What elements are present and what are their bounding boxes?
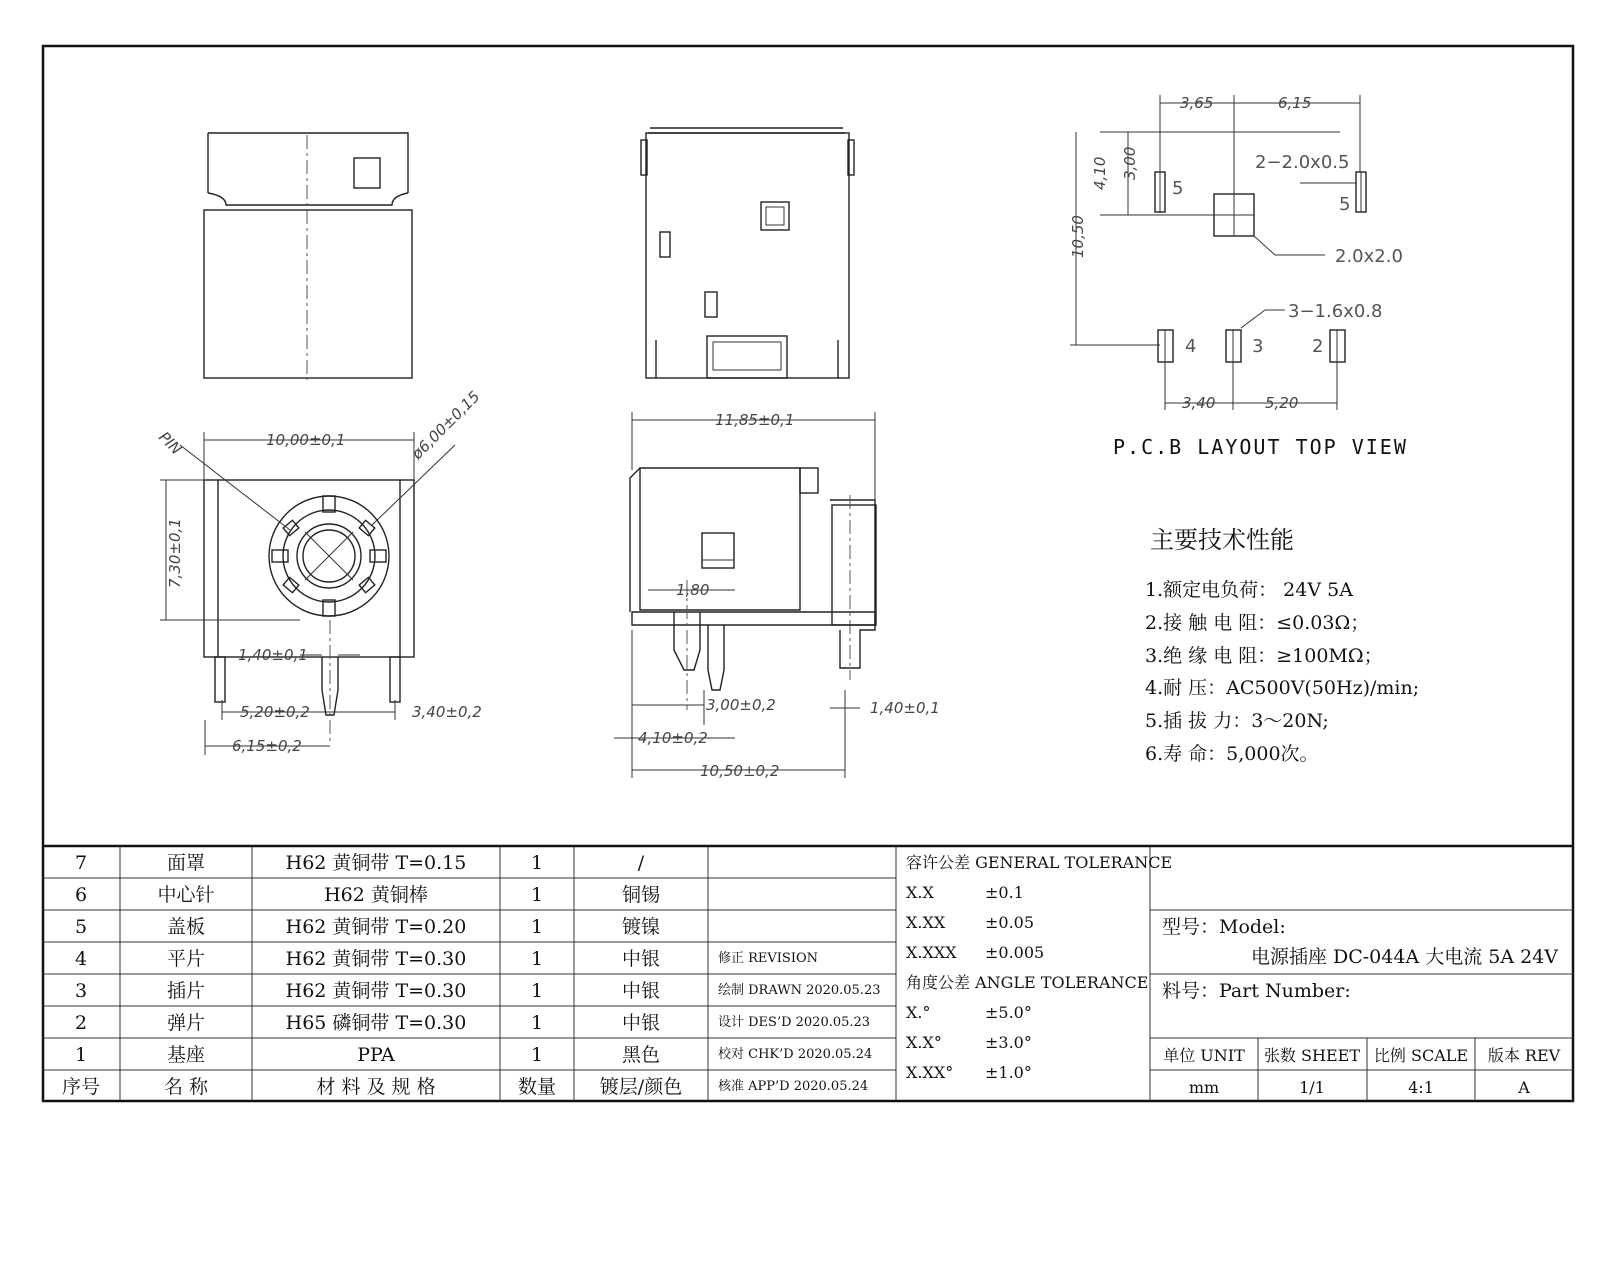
header-finish: 镀层/颜色 (599, 1076, 683, 1098)
pcb-dim-615: 6,15 (1278, 94, 1312, 112)
pcb-dim-410: 4,10 (1091, 156, 1109, 190)
model-value: 电源插座 DC-044A 大电流 5A 24V (1250, 946, 1558, 968)
pcb-note-16x08: 3−1.6x0.8 (1288, 301, 1383, 322)
signoff-drawn: 绘制 DRAWN 2020.05.23 (718, 983, 881, 998)
unit-header: 单位 UNIT (1163, 1046, 1245, 1065)
pcb-dim-340: 3,40 (1182, 394, 1216, 412)
header-name: 名 称 (163, 1076, 209, 1098)
tol-key: X.XX° (906, 1063, 954, 1082)
bom-cell-no: 2 (74, 1012, 88, 1034)
angle-tolerance-title: 角度公差 ANGLE TOLERANCE (906, 973, 1149, 992)
rev-value: A (1518, 1078, 1530, 1097)
signoff-column (718, 951, 881, 1094)
general-tolerance-title: 容许公差 GENERAL TOLERANCE (906, 853, 1173, 872)
pcb-title: P.C.B LAYOUT TOP VIEW (1113, 435, 1408, 459)
dim-side-pin2: 3,00±0,2 (706, 696, 776, 714)
signoff-checked: 校对 CHK’D 2020.05.24 (718, 1047, 873, 1062)
dim-pin-total: 6,15±0,2 (232, 737, 302, 755)
tol-val: ±0.005 (985, 943, 1045, 962)
specifications (1145, 526, 1419, 765)
spec-item: 5.插 拔 力：3～20N; (1145, 710, 1329, 732)
bom-cell-qty: 1 (530, 852, 544, 874)
bom-cell-no: 3 (74, 980, 88, 1002)
header-qty: 数量 (517, 1076, 557, 1098)
tol-key: X.X (906, 883, 934, 902)
tolerance-block (906, 853, 1172, 1082)
tol-val: ±3.0° (985, 1033, 1032, 1052)
bom-cell-material: H62 黄铜带 T=0.30 (285, 980, 467, 1002)
bom-cell-finish: 黑色 (621, 1044, 661, 1066)
tol-key: X.° (906, 1003, 931, 1022)
pcb-pad-2: 2 (1312, 336, 1324, 357)
bom-cell-finish: 中银 (621, 1012, 661, 1034)
dim-side-pin3: 1,40±0,1 (870, 699, 940, 717)
pcb-note-2x05: 2−2.0x0.5 (1255, 152, 1350, 173)
spec-heading: 主要技术性能 (1150, 526, 1294, 554)
pcb-pad-5b: 5 (1339, 194, 1351, 215)
bom-cell-no: 7 (74, 852, 88, 874)
bom-cell-no: 6 (74, 884, 88, 906)
bom-cell-qty: 1 (530, 1012, 544, 1034)
sheet-header: 张数 SHEET (1263, 1046, 1361, 1065)
rev-header: 版本 REV (1487, 1046, 1561, 1065)
view-top-left (204, 133, 412, 380)
header-no: 序号 (61, 1076, 101, 1098)
tol-key: X.X° (906, 1033, 942, 1052)
bom-cell-qty: 1 (530, 948, 544, 970)
bom-cell-finish: / (637, 852, 645, 874)
bom-cell-finish: 铜锡 (621, 884, 661, 906)
bom-header-row (62, 1076, 682, 1098)
bom-cell-material: H62 黄铜带 T=0.20 (285, 916, 467, 938)
bom-cell-name: 平片 (166, 948, 206, 970)
pcb-dim-365: 3,65 (1180, 94, 1214, 112)
dim-side-width: 11,85±0,1 (715, 411, 795, 429)
spec-item: 4.耐 压：AC500V(50Hz)/min; (1145, 677, 1420, 699)
pcb-dim-520: 5,20 (1265, 394, 1299, 412)
dim-pin-label: PIN (155, 428, 186, 459)
dim-side-b: 10,50±0,2 (700, 762, 780, 780)
tol-key: X.XX (906, 913, 946, 932)
spec-item: 2.接 触 电 阻：≤0.03Ω； (1145, 612, 1370, 634)
view-side (614, 411, 940, 780)
bom-cell-finish: 镀镍 (621, 916, 661, 938)
dim-pin-left: 5,20±0,2 (240, 703, 310, 721)
pcb-layout (1069, 94, 1408, 459)
bom-cell-finish: 中银 (621, 948, 661, 970)
header-material: 材 料 及 规 格 (316, 1076, 436, 1098)
bom-cell-material: H62 黄铜棒 (324, 884, 428, 906)
sheet-value: 1/1 (1299, 1078, 1325, 1097)
dim-front-height: 7,30±0,1 (166, 518, 184, 588)
bom-cell-no: 4 (74, 948, 88, 970)
dim-pin-right: 3,40±0,2 (412, 703, 482, 721)
dim-side-pin: 1,80 (676, 581, 710, 599)
bom-cell-name: 插片 (166, 980, 206, 1002)
part-number-label: 料号：Part Number: (1162, 980, 1351, 1002)
model-label: 型号：Model: (1162, 916, 1286, 938)
bom-cell-qty: 1 (530, 916, 544, 938)
signoff-approved: 核准 APP’D 2020.05.24 (718, 1079, 869, 1094)
tol-val: ±0.05 (985, 913, 1035, 932)
bom-cell-qty: 1 (530, 1044, 544, 1066)
bom-cell-qty: 1 (530, 980, 544, 1002)
pcb-pad-3: 3 (1252, 336, 1264, 357)
bom-cell-no: 5 (74, 916, 88, 938)
pcb-dim-1050: 10,50 (1069, 215, 1087, 258)
pcb-pad-5a: 5 (1172, 178, 1184, 199)
signoff-designed: 设计 DES’D 2020.05.23 (718, 1015, 871, 1030)
dim-side-a: 4,10±0,2 (638, 729, 708, 747)
spec-item: 6.寿 命：5,000次。 (1145, 743, 1319, 765)
tol-val: ±1.0° (985, 1063, 1032, 1082)
bom-cell-material: PPA (357, 1044, 395, 1066)
dim-pin-thick: 1,40±0,1 (238, 646, 308, 664)
dim-front-width: 10,00±0,1 (266, 431, 346, 449)
dim-hole-dia: ø6,00±0,15 (408, 387, 484, 463)
bom-cell-material: H62 黄铜带 T=0.15 (285, 852, 467, 874)
spec-item: 3.绝 缘 电 阻：≥100MΩ； (1145, 645, 1383, 667)
tol-val: ±0.1 (985, 883, 1024, 902)
view-front (155, 387, 483, 755)
unit-value: mm (1188, 1078, 1220, 1097)
bom-cell-material: H62 黄铜带 T=0.30 (285, 948, 467, 970)
bom-cell-name: 中心针 (157, 884, 215, 906)
signoff-revision: 修正 REVISION (718, 951, 819, 966)
scale-header: 比例 SCALE (1373, 1046, 1469, 1065)
bom-cell-name: 基座 (166, 1044, 206, 1066)
scale-value: 4:1 (1408, 1078, 1434, 1097)
bom-cell-finish: 中银 (621, 980, 661, 1002)
bom-cell-name: 面罩 (166, 852, 206, 874)
bom-cell-name: 盖板 (166, 916, 206, 938)
pcb-pad-4: 4 (1185, 336, 1197, 357)
pcb-note-2x2: 2.0x2.0 (1335, 246, 1403, 267)
tol-key: X.XXX (906, 943, 957, 962)
view-top-middle (641, 128, 854, 378)
bom-cell-material: H65 磷铜带 T=0.30 (285, 1012, 467, 1034)
pcb-dim-300: 3,00 (1121, 146, 1139, 180)
bom-cell-no: 1 (74, 1044, 88, 1066)
bom-cell-name: 弹片 (166, 1012, 206, 1034)
tol-val: ±5.0° (985, 1003, 1032, 1022)
bom-rows (75, 852, 660, 1066)
spec-item: 1.额定电负荷： 24V 5A (1145, 579, 1353, 601)
bom-cell-qty: 1 (530, 884, 544, 906)
